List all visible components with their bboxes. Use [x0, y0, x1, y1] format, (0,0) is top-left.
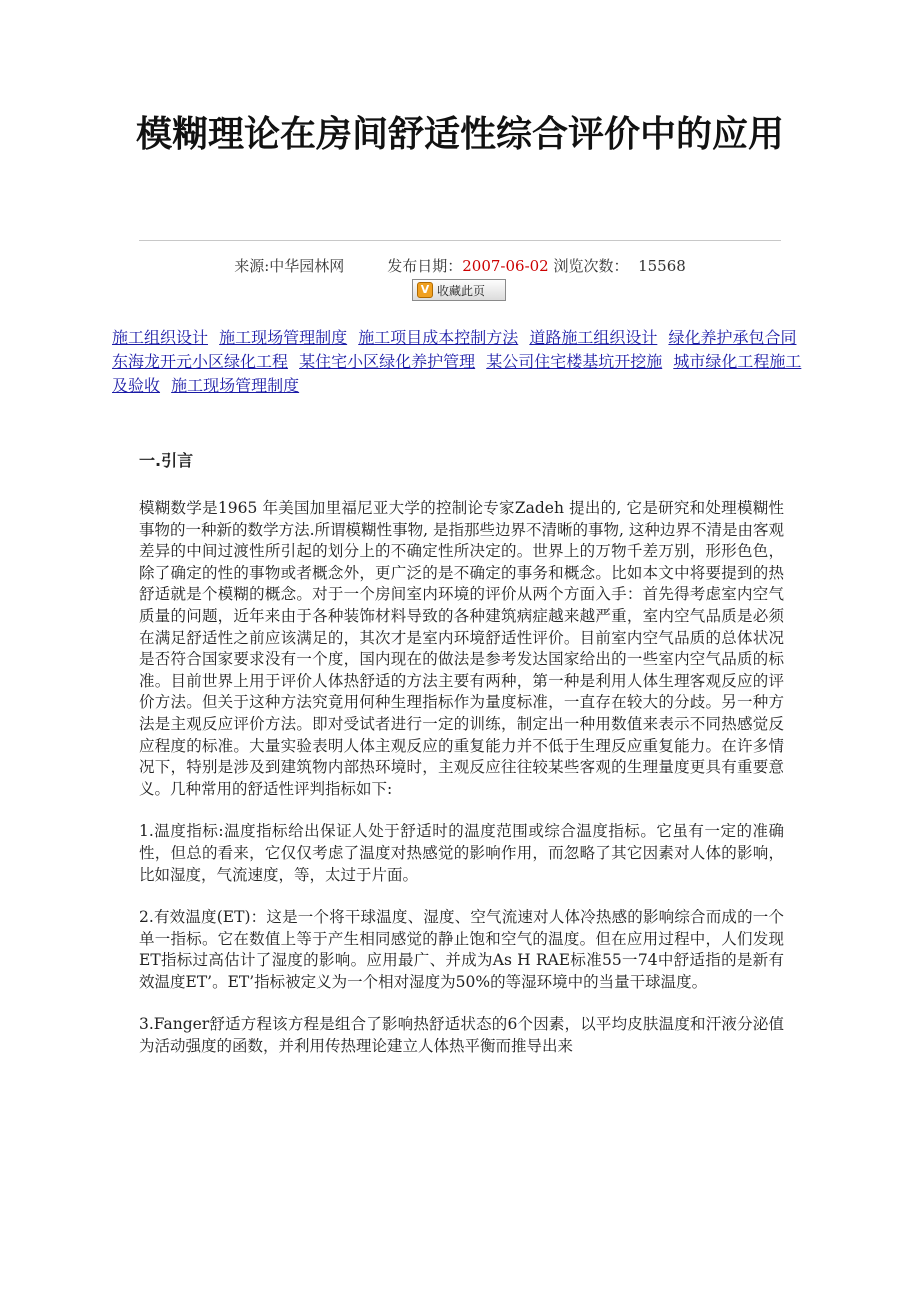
bookmark-button-label: 收藏此页	[437, 283, 486, 298]
related-link[interactable]: 绿化养护承包合同	[668, 328, 797, 347]
related-link[interactable]: 施工项目成本控制方法	[358, 328, 519, 347]
date-label: 发布日期：	[387, 257, 463, 275]
publish-date: 2007-06-02	[462, 257, 549, 275]
related-link[interactable]: 东海龙开元小区绿化工程	[112, 352, 289, 371]
related-link[interactable]: 施工组织设计	[112, 328, 209, 347]
bookmark-page-button[interactable]	[412, 279, 506, 301]
views-label: 浏览次数：	[553, 257, 629, 275]
related-link[interactable]: 城市绿化工程施工及验收	[112, 352, 802, 395]
related-links	[112, 326, 812, 398]
body-paragraph: 模糊数学是1965 年美国加里福尼亚大学的控制论专家Zadeh 提出的, 它是研究和处理模糊性事物的一种新的数学方法.所谓模糊性事物, 是指那些边界不清晰的事物, 这种边界不清是由客观差异的中间过渡性所引起的划分上的不确定性所决定的。世界上的万物千差万别，形形色色，除了确定的性的事物或者概念外，更广泛的是不确定的事务和概念。比如本文中将要提到的热舒适就是个模糊的概念。对于一个房间室内环境的评价从两个方面入手：首先得考虑室内空气质量的问题，近年来由于各种装饰材料导致的各种建筑病症越来越严重，室内空气品质是必须在满足舒适性之前应该满足的，其次才是室内环境舒适性评价。目前室内空气品质的总体状况是否符合国家要求没有一个度，国内现在的做法是参考发达国家给出的一些室内空气品质的标准。目前世界上用于评价人体热舒适的方法主要有两种，第一种是利用人体生理客观反应的评价方法。但关于这种方法究竟用何种生理指标作为量度标准，一直存在较大的分歧。另一种方法是主观反应评价方法。即对受试者进行一定的训练，制定出一种用数值来表示不同热感觉反应程度的标准。大量实验表明人体主观反应的重复能力并不低于生理反应重复能力。在许多情况下，特别是涉及到建筑物内部热环境时，主观反应往往较某些客观的生理量度更具有重要意义。几种常用的舒适性评判指标如下:	[139, 499, 784, 798]
view-count: 15568	[638, 257, 686, 275]
source-value: 中华园林网	[269, 257, 345, 275]
bookmark-icon: V	[417, 282, 433, 298]
related-link[interactable]: 某公司住宅楼基坑开挖施	[486, 352, 663, 371]
source-label: 来源:	[234, 257, 270, 275]
title-divider	[139, 240, 781, 241]
section-heading: 一.引言	[139, 451, 194, 470]
related-link[interactable]: 某住宅小区绿化养护管理	[299, 352, 476, 371]
related-link[interactable]: 施工现场管理制度	[219, 328, 348, 347]
body-paragraph: 3.Fanger舒适方程该方程是组合了影响热舒适状态的6个因素，以平均皮肤温度和汗液分泌值为活动强度的函数，并利用传热理论建立人体热平衡而推导出来	[139, 1015, 784, 1056]
article-meta	[0, 256, 920, 276]
body-paragraph: 1.温度指标:温度指标给出保证人处于舒适时的温度范围或综合温度指标。它虽有一定的准确性，但总的看来，它仅仅考虑了温度对热感觉的影响作用，而忽略了其它因素对人体的影响，比如湿度，气流速度，等，太过于片面。	[139, 822, 784, 884]
related-link[interactable]: 道路施工组织设计	[529, 328, 658, 347]
article-title: 模糊理论在房间舒适性综合评价中的应用	[135, 114, 784, 155]
article-body	[139, 450, 784, 1079]
related-link[interactable]: 施工现场管理制度	[171, 376, 300, 395]
body-paragraph: 2.有效温度(ET)：这是一个将干球温度、湿度、空气流速对人体冷热感的影响综合而成的一个单一指标。它在数值上等于产生相同感觉的静止饱和空气的温度。但在应用过程中，人们发现ET指标过高估计了湿度的影响。应用最广、并成为As H RAE标准55一74中舒适指的是新有效温度ET’。ET’指标被定义为一个相对湿度为50%的等湿环境中的当量干球温度。	[139, 908, 784, 991]
